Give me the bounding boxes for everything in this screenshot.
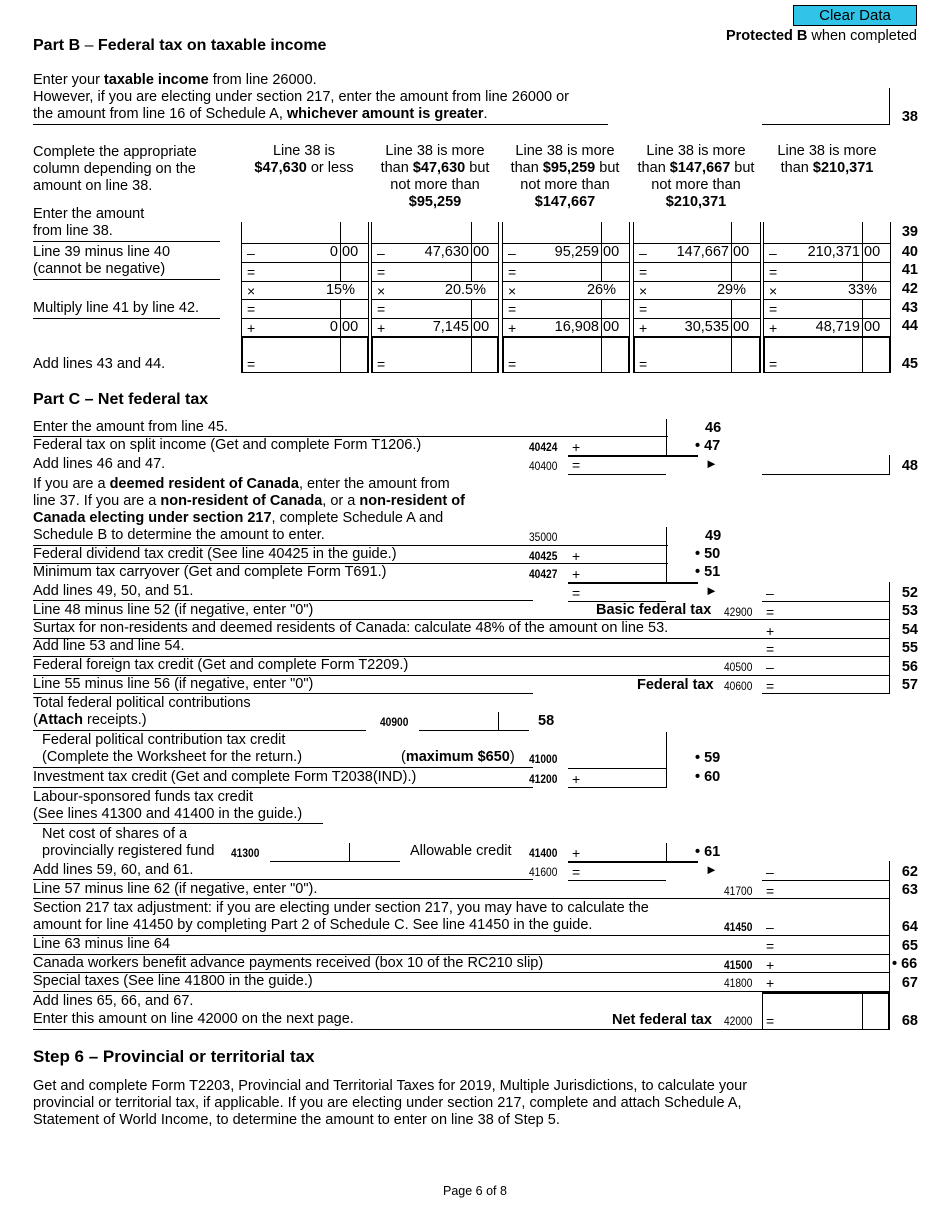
col3-line43-operator: =	[508, 301, 517, 317]
column-5-header: Line 38 is more than $210,371	[777, 143, 877, 176]
line53-text: Line 48 minus line 52 (if negative, enter "0")	[33, 602, 314, 618]
col4-right-border	[760, 222, 761, 336]
part-b-intro-3: the amount from line 16 of Schedule A, whichever amount is greater.	[33, 106, 488, 122]
line49-51-vline	[666, 527, 667, 583]
row45-label: Add lines 43 and 44.	[33, 356, 166, 372]
line63-text: Line 57 minus line 62 (if negative, enter "0").	[33, 881, 318, 897]
col5-line45-equals: =	[769, 356, 778, 372]
col4-line41-operator: =	[639, 264, 648, 280]
line66-text: Canada workers benefit advance payments received (box 10 of the RC210 slip)	[33, 955, 544, 971]
col5-line44-cents: 00	[864, 319, 881, 335]
col5-line40-dollars: 210,371	[807, 244, 860, 260]
clear-data-button[interactable]: Clear Data	[793, 5, 917, 26]
line51-text: Minimum tax carryover (Get and complete Form T691.)	[33, 564, 387, 580]
col4-line45-equals: =	[639, 356, 648, 372]
col1-line44-cents: 00	[342, 319, 359, 335]
line46-47-vline	[666, 419, 667, 457]
line-53-number: 53	[901, 603, 918, 619]
col4-line44-operator: +	[639, 320, 648, 336]
line-60-number: • 60	[695, 769, 721, 785]
line-62-number: 62	[901, 864, 918, 880]
line48-text: Add lines 46 and 47.	[33, 456, 166, 472]
line49-text-4: Schedule B to determine the amount to enter.	[33, 527, 325, 543]
col3-line40-dollars: 95,259	[554, 244, 599, 260]
step6-title: Step 6 – Provincial or territorial tax	[33, 1047, 315, 1066]
line52-text: Add lines 49, 50, and 51.	[33, 583, 194, 599]
line46-text: Enter the amount from line 45.	[33, 419, 229, 435]
col5-line43-cents-divider	[862, 299, 863, 318]
page-number: Page 6 of 8	[443, 1184, 507, 1198]
line-63-number: 63	[901, 882, 918, 898]
col5-right-border	[890, 222, 891, 336]
line51-plus: +	[572, 566, 581, 582]
part-c-title: Part C – Net federal tax	[33, 391, 209, 408]
line64-code: 41450	[724, 920, 753, 934]
line63-rule	[33, 898, 762, 899]
col5-line44-operator: +	[769, 320, 778, 336]
col5-line42-operator: ×	[769, 283, 778, 299]
col2-line44-cents: 00	[473, 319, 490, 335]
line52-rule	[33, 600, 533, 601]
col3-line40-operator: –	[508, 245, 516, 261]
row40-label-1: Line 39 minus line 40	[33, 244, 171, 260]
col4-line40-cents-divider	[731, 243, 732, 262]
row39-label-1: Enter the amount	[33, 206, 145, 222]
col5-line40-cents-divider	[862, 243, 863, 262]
line41300-input[interactable]	[270, 861, 400, 862]
line-48-number: 48	[901, 458, 918, 474]
complete-column-text-2: column depending on the	[33, 161, 196, 177]
line62-input[interactable]	[762, 861, 890, 881]
line56-minus: –	[766, 659, 774, 675]
line67-code: 41800	[724, 976, 753, 990]
col3-line44-dollars: 16,908	[554, 319, 599, 335]
col3-right-border	[629, 222, 630, 336]
line64-minus: –	[766, 919, 774, 935]
line56-text: Federal foreign tax credit (Get and complete Form T2209.)	[33, 657, 409, 673]
col5-line45-cents-divider	[862, 336, 863, 373]
line48-equals: =	[572, 457, 581, 473]
col4-line40-input[interactable]	[633, 262, 760, 263]
line41300-vline	[349, 843, 350, 861]
line50-text: Federal dividend tax credit (See line 40425 in the guide.)	[33, 546, 397, 562]
line41300-code: 41300	[231, 846, 260, 860]
col3-line40-cents-divider	[601, 243, 602, 262]
line62-arrow-icon: ►	[705, 862, 718, 877]
line-45-number: 45	[901, 356, 918, 372]
line-65-number: 65	[901, 938, 918, 954]
line68-input[interactable]	[762, 992, 890, 1030]
line55-equals: =	[766, 641, 775, 657]
line61-text-3: Net cost of shares of a	[42, 826, 188, 842]
line47-code: 40424	[529, 440, 558, 454]
line-44-number: 44	[901, 318, 918, 334]
line64-input[interactable]	[762, 899, 890, 936]
col2-line41-cents-divider	[471, 262, 472, 281]
line57-equals: =	[766, 678, 775, 694]
line54-plus: +	[766, 623, 775, 639]
line58-vline	[498, 712, 499, 730]
col1-line45-cents-divider	[340, 336, 341, 373]
col5-line39-cents-divider	[862, 222, 863, 243]
line67-input[interactable]	[762, 973, 890, 992]
line49-code: 35000	[529, 530, 558, 544]
line55-input[interactable]	[762, 639, 890, 657]
line62-equals: =	[572, 864, 581, 880]
line58-rule	[33, 730, 366, 731]
line63-input[interactable]	[762, 880, 890, 899]
part-b-title	[33, 37, 326, 55]
col5-line44-dollars: 48,719	[815, 319, 860, 335]
col2-line45-cents-divider	[471, 336, 472, 373]
protected-b-notice	[726, 28, 917, 44]
col2-line45-input[interactable]	[371, 336, 499, 373]
line62-subtotal-input[interactable]	[568, 880, 666, 881]
col1-line42-rate: 15%	[325, 282, 355, 298]
col1-line40-operator: –	[247, 245, 255, 261]
row40-label-rule	[33, 279, 220, 280]
col2-line42-operator: ×	[377, 283, 386, 299]
col1-line44-operator: +	[247, 320, 256, 336]
line62-rule	[33, 879, 533, 880]
col5-line43-operator: =	[769, 301, 778, 317]
line47-text: Federal tax on split income (Get and complete Form T1206.)	[33, 437, 422, 453]
col5-line45-input[interactable]	[763, 336, 891, 373]
line-55-number: 55	[901, 640, 918, 656]
allowable-credit-label: Allowable credit	[410, 843, 512, 859]
col5-line41-cents-divider	[862, 262, 863, 281]
line-49-number: 49	[705, 528, 722, 544]
line62-code: 41600	[529, 865, 558, 879]
line61-text-4: provincially registered fund	[42, 843, 215, 859]
line52-minus: –	[766, 585, 774, 601]
row43-label: Multiply line 41 by line 42.	[33, 300, 200, 316]
line49-text-1: If you are a deemed resident of Canada, enter the amount from	[33, 476, 450, 492]
line52-arrow-icon: ►	[705, 583, 718, 598]
column-4-header: Line 38 is more than $147,667 but not more than $210,371	[637, 143, 755, 210]
protected-b-rest: when completed	[807, 28, 917, 44]
line57-rule	[33, 693, 533, 694]
line57-input[interactable]	[762, 676, 890, 694]
col4-line42-rate: 29%	[716, 282, 746, 298]
col1-line44-cents-divider	[340, 318, 341, 336]
line-42-number: 42	[901, 281, 918, 297]
part-b-intro-1: Enter your taxable income from line 26000.	[33, 72, 317, 88]
line59-code: 41000	[529, 752, 558, 766]
col2-line40-dollars: 47,630	[424, 244, 469, 260]
line60-text: Investment tax credit (Get and complete Form T2038(IND).)	[33, 769, 417, 785]
line65-text: Line 63 minus line 64	[33, 936, 171, 952]
row40-label-2: (cannot be negative)	[33, 261, 166, 277]
line52-equals: =	[572, 585, 581, 601]
line59-input[interactable]	[568, 768, 666, 769]
line68-cents-divider	[862, 992, 863, 1030]
col2-line41-operator: =	[377, 264, 386, 280]
col2-line40-operator: –	[377, 245, 385, 261]
line-56-number: 56	[901, 659, 918, 675]
line-61-number: • 61	[695, 844, 721, 860]
col3-line42-operator: ×	[508, 283, 517, 299]
col4-line44-cents-divider	[731, 318, 732, 336]
line58-text-2: (Attach receipts.)	[33, 712, 147, 728]
line66-code: 41500	[724, 958, 753, 972]
line-47-number: • 47	[695, 438, 721, 454]
col4-line45-cents-divider	[731, 336, 732, 373]
line68-text-1: Add lines 65, 66, and 67.	[33, 993, 194, 1009]
line-43-number: 43	[901, 300, 918, 316]
col3-line44-operator: +	[508, 320, 517, 336]
col2-line43-cents-divider	[471, 299, 472, 318]
line-52-number: 52	[901, 585, 918, 601]
line68-text-2: Enter this amount on line 42000 on the next page.	[33, 1011, 354, 1027]
row43-label-rule	[33, 318, 220, 319]
line64-text-1: Section 217 tax adjustment: if you are electing under section 217, you may have to calculate the	[33, 900, 649, 916]
line56-input[interactable]	[762, 657, 890, 676]
col3-line45-input[interactable]	[502, 336, 630, 373]
line50-code: 40425	[529, 549, 558, 563]
col1-right-border	[368, 222, 369, 336]
line58-text-1: Total federal political contributions	[33, 695, 251, 711]
line-59-number: • 59	[695, 750, 721, 766]
col2-right-border	[498, 222, 499, 336]
line67-plus: +	[766, 975, 775, 991]
col3-line39-cents-divider	[601, 222, 602, 243]
part-b-title-part: Part B	[33, 37, 81, 54]
line-46-number: 46	[705, 420, 722, 436]
line51-input[interactable]	[568, 582, 698, 584]
line48-code: 40400	[529, 459, 558, 473]
line59-rule	[33, 767, 533, 768]
col2-line42-rate: 20.5%	[444, 282, 486, 298]
step6-para-3: Statement of World Income, to determine the amount to enter on line 38 of Step 5.	[33, 1112, 560, 1128]
line59-text-1: Federal political contribution tax credit	[42, 732, 286, 748]
col2-line39-cents-divider	[471, 222, 472, 243]
line-67-number: 67	[901, 975, 918, 991]
col2-line44-dollars: 7,145	[432, 319, 469, 335]
line61-text-1: Labour-sponsored funds tax credit	[33, 789, 254, 805]
line-58-number: 58	[538, 713, 555, 729]
col2-line44-cents-divider	[471, 318, 472, 336]
col1-line40-input[interactable]	[241, 262, 368, 263]
line67-rule	[33, 991, 762, 992]
col4-line39-cents-divider	[731, 222, 732, 243]
line64-text-2: amount for line 41450 by completing Part 2 of Schedule C. See line 41450 in the guide.	[33, 917, 593, 933]
line62-minus: –	[766, 864, 774, 880]
col4-line42-operator: ×	[639, 283, 648, 299]
basic-federal-tax-label: Basic federal tax	[596, 602, 712, 618]
col3-line41-operator: =	[508, 264, 517, 280]
col4-line44-cents: 00	[733, 319, 750, 335]
protected-b-label: Protected B	[725, 28, 808, 44]
col2-line45-equals: =	[377, 356, 386, 372]
col3-line40-cents: 00	[603, 244, 620, 260]
step6-para-2: provincial or territorial tax, if applicable. If you are electing under section 217, complete and attach Schedule A,	[33, 1095, 742, 1111]
line58-input[interactable]	[419, 730, 529, 731]
col1-line42-input[interactable]	[241, 299, 368, 300]
column-2-header: Line 38 is more than $47,630 but not more than $95,259	[380, 143, 490, 210]
col3-line42-input[interactable]	[502, 299, 629, 300]
line52-input[interactable]	[762, 582, 890, 602]
line47-plus: +	[572, 439, 581, 455]
line50-plus: +	[572, 548, 581, 564]
line60-plus: +	[572, 771, 581, 787]
line48-input[interactable]	[762, 455, 890, 475]
row39-label-2: from line 38.	[33, 223, 113, 239]
line61-code: 41400	[529, 846, 558, 860]
col3-line45-equals: =	[508, 356, 517, 372]
col3-line44-cents-divider	[601, 318, 602, 336]
col2-line40-input[interactable]	[371, 262, 498, 263]
line60-code: 41200	[529, 772, 558, 786]
line54-input[interactable]	[762, 620, 890, 639]
line53-equals: =	[766, 604, 775, 620]
col1-line40-dollars: 0	[329, 244, 338, 260]
part-b-title-dash: –	[80, 37, 98, 54]
col1-line42-operator: ×	[247, 283, 256, 299]
col3-line45-cents-divider	[601, 336, 602, 373]
line48-arrow-icon: ►	[705, 456, 718, 471]
line66-plus: +	[766, 957, 775, 973]
line47-input[interactable]	[568, 455, 698, 457]
line66-input[interactable]	[762, 955, 890, 973]
col5-line40-input[interactable]	[763, 262, 890, 263]
col3-line40-input[interactable]	[502, 262, 629, 263]
step6-para-1: Get and complete Form T2203, Provincial and Territorial Taxes for 2019, Multiple Jurisdictions, to calculate your	[33, 1078, 748, 1094]
line68-rule	[33, 1029, 762, 1030]
col1-line45-input[interactable]	[241, 336, 369, 373]
line68-code: 42000	[724, 1014, 753, 1028]
complete-column-text-1: Complete the appropriate	[33, 144, 197, 160]
net-federal-tax-label: Net federal tax	[612, 1012, 712, 1028]
col4-line40-cents: 00	[733, 244, 750, 260]
line61-text-2: (See lines 41300 and 41400 in the guide.)	[33, 806, 303, 822]
line-50-number: • 50	[695, 546, 721, 562]
col1-line40-cents: 00	[342, 244, 359, 260]
line-51-number: • 51	[695, 564, 721, 580]
col1-line39-cents-divider	[340, 222, 341, 243]
line-38-number: 38	[901, 109, 918, 125]
col5-line44-cents-divider	[862, 318, 863, 336]
line57-code: 40600	[724, 679, 753, 693]
line55-text: Add line 53 and line 54.	[33, 638, 185, 654]
federal-tax-label: Federal tax	[637, 677, 714, 693]
col5-line42-rate: 33%	[847, 282, 877, 298]
line61-input[interactable]	[568, 861, 698, 863]
line53-input[interactable]	[762, 601, 890, 620]
line59-60-vline	[666, 732, 667, 788]
line53-code: 42900	[724, 605, 753, 619]
part-b-intro-2: However, if you are electing under section 217, enter the amount from line 26000 or	[33, 89, 570, 105]
col2-line42-input[interactable]	[371, 299, 498, 300]
col5-line40-operator: –	[769, 245, 777, 261]
col3-line42-rate: 26%	[586, 282, 616, 298]
line51-code: 40427	[529, 567, 558, 581]
line59-text-2: (Complete the Worksheet for the return.)	[42, 749, 303, 765]
col4-line40-operator: –	[639, 245, 647, 261]
col5-line41-operator: =	[769, 264, 778, 280]
line57-text: Line 55 minus line 56 (if negative, enter "0")	[33, 676, 314, 692]
line61-plus: +	[572, 845, 581, 861]
line68-equals: =	[766, 1013, 775, 1029]
line59-maximum: (maximum $650)	[401, 749, 515, 765]
line49-text-2: line 37. If you are a non-resident of Canada, or a non-resident of	[33, 493, 465, 509]
col5-line42-input[interactable]	[763, 299, 890, 300]
col4-line44-dollars: 30,535	[684, 319, 729, 335]
line63-code: 41700	[724, 884, 753, 898]
line61-rule	[33, 823, 323, 824]
line-41-number: 41	[901, 262, 918, 278]
line-66-number: • 66	[892, 956, 918, 972]
col1-line45-equals: =	[247, 356, 256, 372]
col4-line42-input[interactable]	[633, 299, 760, 300]
col3-line44-cents: 00	[603, 319, 620, 335]
col3-line43-cents-divider	[601, 299, 602, 318]
col2-line40-cents: 00	[473, 244, 490, 260]
line49-text-3: Canada electing under section 217, complete Schedule A and	[33, 510, 444, 526]
col1-line44-dollars: 0	[329, 319, 338, 335]
col3-line41-cents-divider	[601, 262, 602, 281]
line58-code: 40900	[380, 715, 409, 729]
column-3-header: Line 38 is more than $95,259 but not more than $147,667	[510, 143, 620, 210]
col4-line43-cents-divider	[731, 299, 732, 318]
line62-text: Add lines 59, 60, and 61.	[33, 862, 194, 878]
col1-line43-cents-divider	[340, 299, 341, 318]
line-54-number: 54	[901, 622, 918, 638]
col4-line43-operator: =	[639, 301, 648, 317]
col5-line40-cents: 00	[864, 244, 881, 260]
line63-equals: =	[766, 883, 775, 899]
complete-column-text-3: amount on line 38.	[33, 178, 153, 194]
col1-line41-cents-divider	[340, 262, 341, 281]
line48-subtotal-input[interactable]	[568, 474, 666, 475]
col4-line45-input[interactable]	[633, 336, 761, 373]
line38-rule	[33, 124, 608, 125]
line-39-number: 39	[901, 224, 918, 240]
line-68-number: 68	[901, 1013, 918, 1029]
col1-line41-operator: =	[247, 264, 256, 280]
line65-equals: =	[766, 938, 775, 954]
col2-line44-operator: +	[377, 320, 386, 336]
col2-line40-cents-divider	[471, 243, 472, 262]
row39-label-rule	[33, 241, 220, 242]
line-64-number: 64	[901, 919, 918, 935]
line61-vline	[666, 843, 667, 861]
line-57-number: 57	[901, 677, 918, 693]
line-40-number: 40	[901, 244, 918, 260]
col4-line41-cents-divider	[731, 262, 732, 281]
line38-input[interactable]	[762, 88, 890, 125]
part-b-title-rest: Federal tax on taxable income	[97, 37, 327, 54]
col4-line40-dollars: 147,667	[676, 244, 729, 260]
line54-text: Surtax for non-residents and deemed residents of Canada: calculate 48% of the amount on line 53.	[33, 620, 669, 636]
line65-input[interactable]	[762, 936, 890, 955]
line67-text: Special taxes (See line 41800 in the guide.)	[33, 973, 313, 989]
column-1-header: Line 38 is $47,630 or less	[254, 143, 354, 176]
line56-code: 40500	[724, 660, 753, 674]
line60-input[interactable]	[568, 787, 666, 788]
col1-line43-operator: =	[247, 301, 256, 317]
line60-rule	[33, 787, 533, 788]
col2-line43-operator: =	[377, 301, 386, 317]
col1-line40-cents-divider	[340, 243, 341, 262]
